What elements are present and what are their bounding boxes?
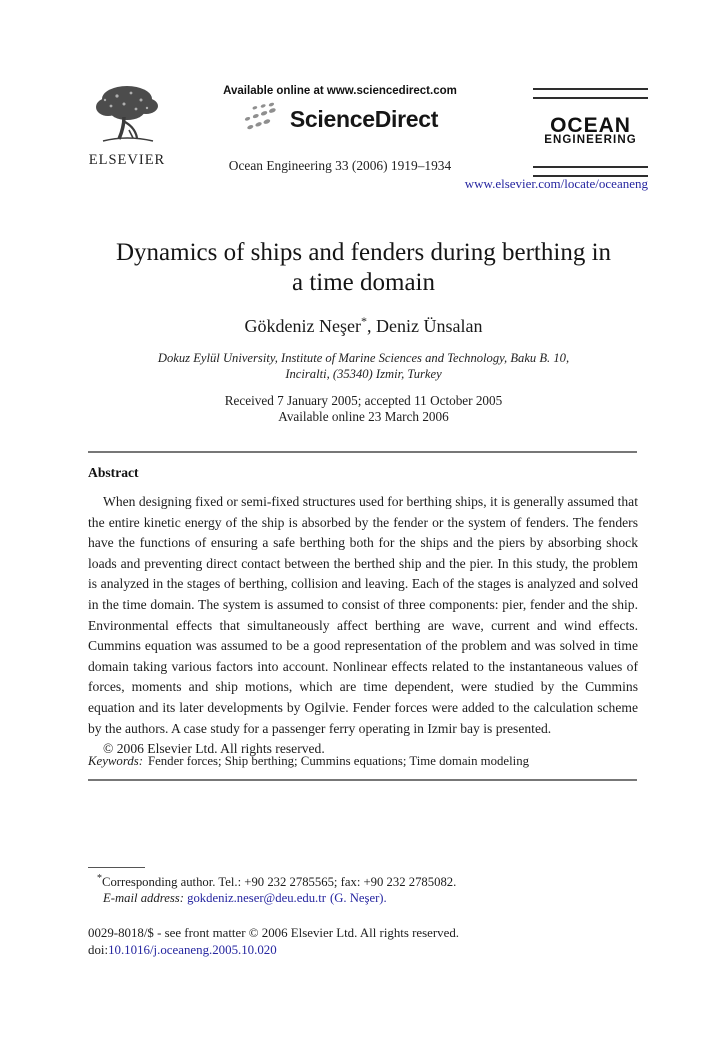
authors: Gökdeniz Neşer*, Deniz Ünsalan: [244, 314, 483, 336]
corresponding-author-mark: *: [361, 314, 367, 328]
elsevier-wordmark: ELSEVIER: [88, 152, 166, 168]
email-link[interactable]: gokdeniz.neser@deu.edu.tr: [187, 891, 326, 906]
article-history: [88, 393, 639, 424]
imprint: [88, 925, 459, 958]
doi-label: doi:: [88, 942, 109, 957]
keywords-line: Keywords: Fender forces; Ship berthing; Cummins equations; Time domain modeling: [88, 754, 530, 768]
author-1: Gökdeniz Neşer: [244, 316, 361, 336]
sciencedirect-dots-icon: [242, 102, 288, 137]
sciencedirect-wordmark: ScienceDirect: [289, 106, 439, 132]
email-label: E-mail address:: [103, 891, 184, 906]
elsevier-logo: [84, 84, 170, 169]
journal-logo-block: [533, 88, 648, 177]
footnote: *Corresponding author. Tel.: +90 232 2785565; fax: +90 232 2785082. E-mail address: gokdeniz.neser@deu.edu.tr (G. Neşer).: [97, 873, 457, 906]
journal-citation: Ocean Engineering 33 (2006) 1919–1934: [228, 158, 452, 173]
doi-link[interactable]: 10.1016/j.oceaneng.2005.10.020: [108, 942, 277, 957]
issn-line: 0029-8018/$ - see front matter © 2006 Elsevier Ltd. All rights reserved.: [88, 926, 460, 940]
double-rule-top: [533, 88, 648, 99]
keywords-label: Keywords:: [88, 754, 143, 768]
elsevier-tree-icon: [91, 133, 163, 150]
sciencedirect-block: [222, 85, 458, 174]
article-title: Dynamics of ships and fenders during berthing in a time domain: [115, 239, 612, 296]
abstract-text: When designing fixed or semi-fixed structures used for berthing ships, it is generally assumed that the entire kinetic energy of the ship is absorbed by the fender or the system of fenders. The fenders have the functions of ensuring a safe berthing both for the ships and the piers by absorbing shock loads and preventing direct contact between the berthed ship and the pier. In this study, the problem is analyzed in the stages of berthing, collision and leaving. Each of the stages is analyzed and solved in the time domain. The system is assumed to consist of three components: pier, fender and the ship. Environmental effects that simultaneously affect berthing are wave, current and wind effects. Cummins equation was assumed to be a good representation of the problem and was solved in time domain taking various factors into account. Nonlinear effects related to the instantaneous values of forces, moments and ship motions, which are time dependent, were studied by the Cummins equation and its later developments by Ogilvie. Fender forces were added to the calculation scheme by the authors. A case study for a passenger ferry operating in Izmir bay is presented. © 2006 Elsevier Ltd. All rights reserved.: [88, 492, 638, 760]
affiliation: Dokuz Eylül University, Institute of Marine Sciences and Technology, Baku B. 10, Inciralti, (35340) Izmir, Turkey: [157, 351, 570, 381]
abstract-heading: Abstract: [88, 465, 139, 480]
copyright-line: © 2006 Elsevier Ltd. All rights reserved.: [103, 741, 325, 757]
available-online-text: Available online at www.sciencedirect.com: [223, 85, 457, 97]
received-accepted-line: Received 7 January 2005; accepted 11 October 2005: [224, 393, 503, 408]
footnote-mark: *: [97, 873, 102, 884]
journal-homepage-link[interactable]: www.elsevier.com/locate/oceaneng: [464, 176, 648, 191]
author-2: Deniz Ünsalan: [376, 316, 483, 336]
keywords-bottom-rule: [88, 779, 637, 781]
footnote-rule: [88, 867, 145, 868]
available-online-line: Available online 23 March 2006: [278, 408, 449, 424]
abstract-top-rule: [88, 451, 637, 453]
ocean-engineering-logo: OCEAN ENGINEERING: [544, 114, 637, 146]
